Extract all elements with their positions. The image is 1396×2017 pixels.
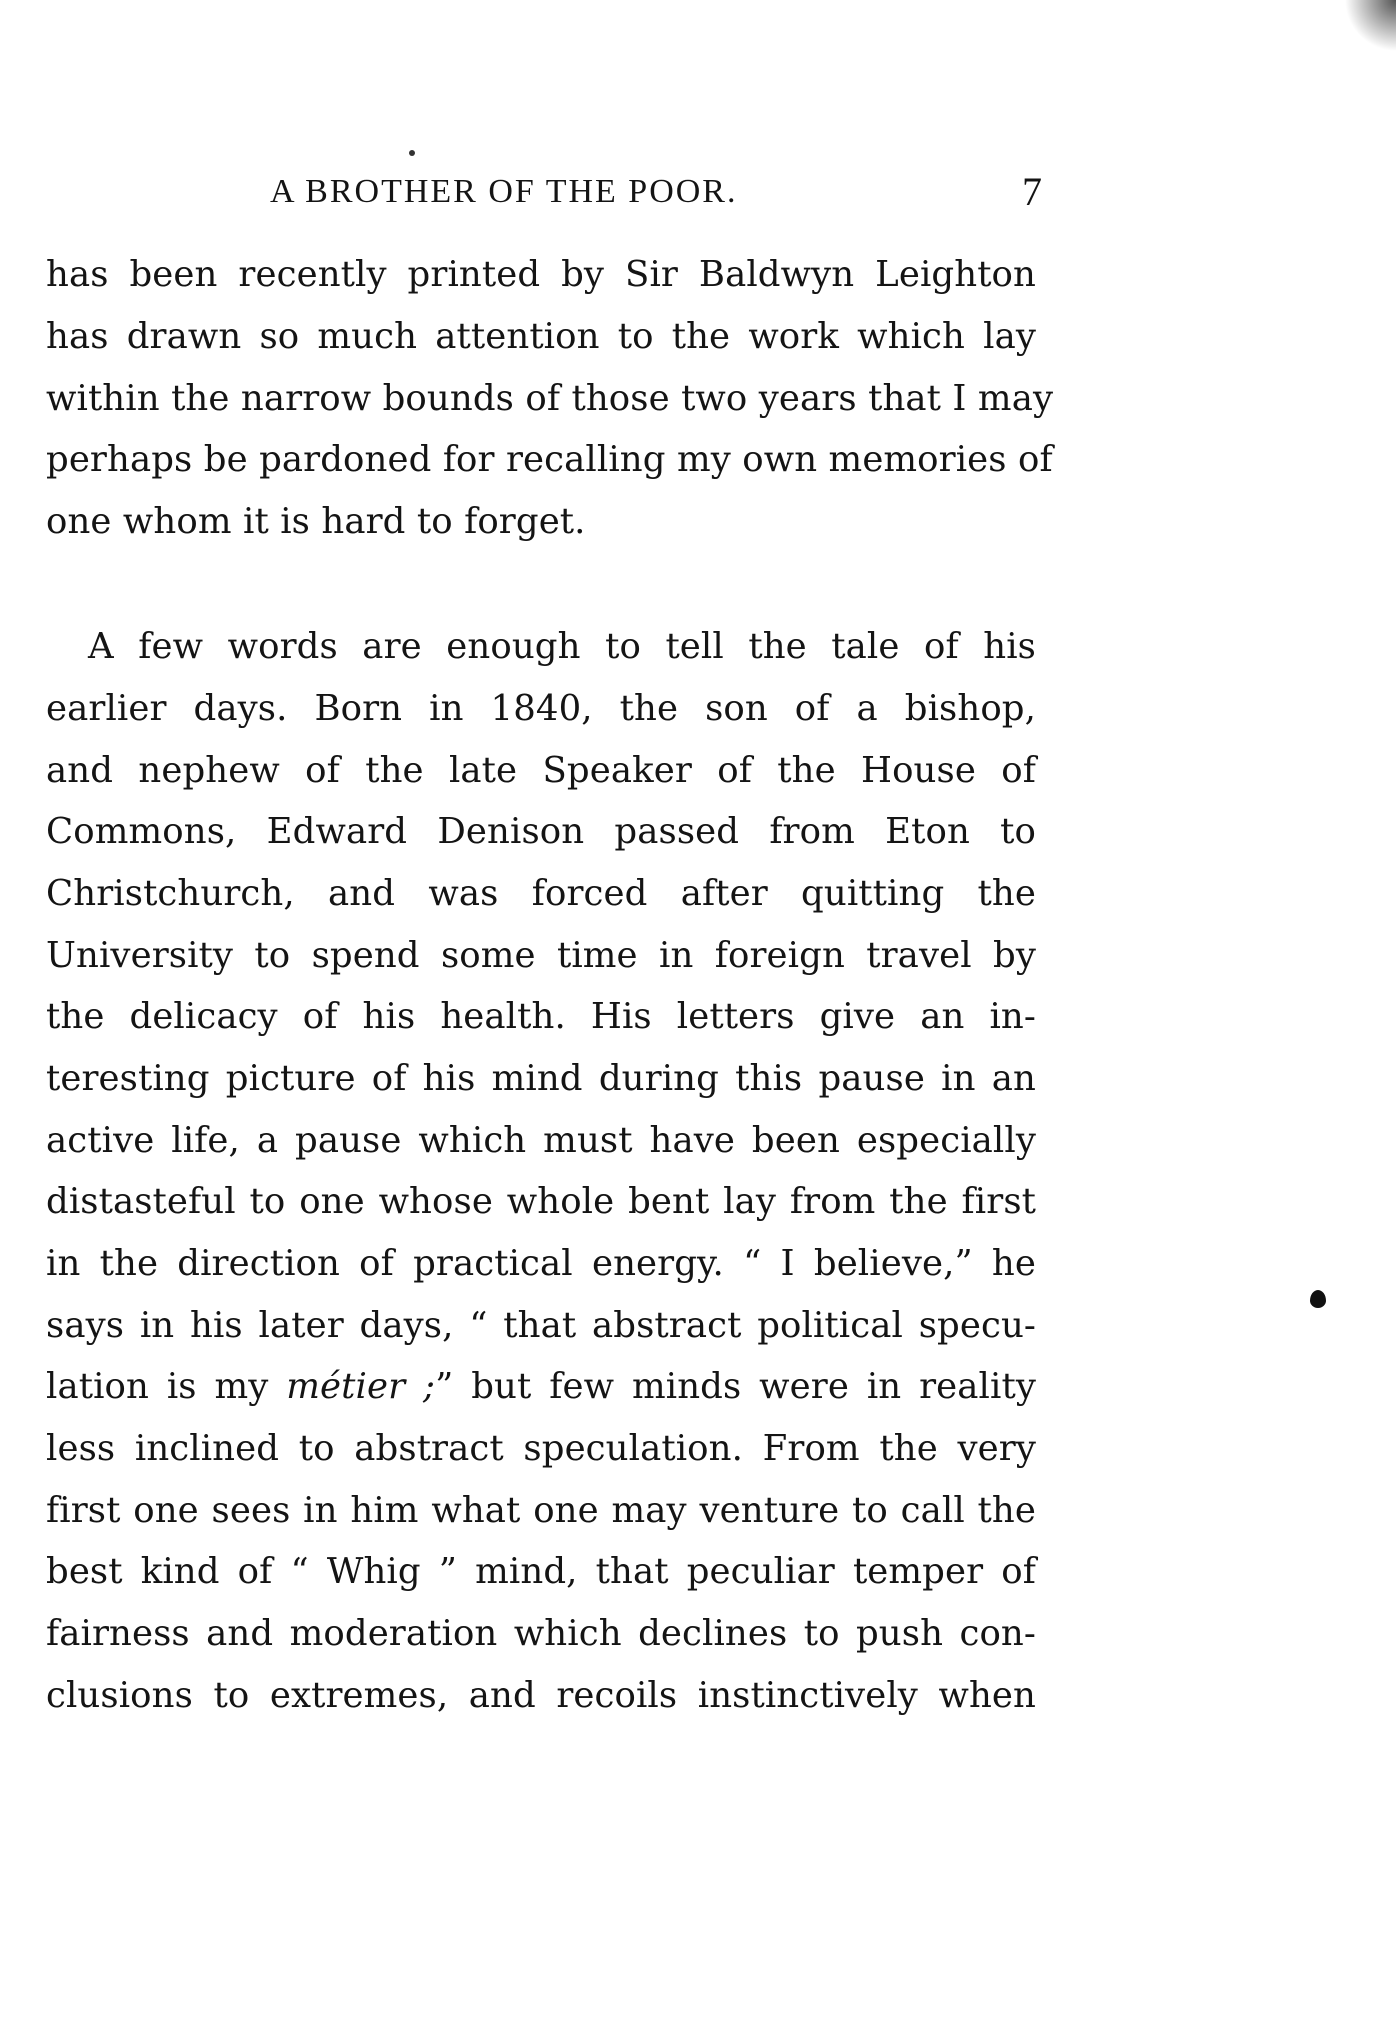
text-line: Commons, Edward Denison passed from Eton to xyxy=(46,811,1036,852)
italic-word: métier ; xyxy=(286,1366,436,1407)
page-number: 7 xyxy=(1022,169,1042,214)
text-line: one whom it is hard to forget. xyxy=(46,501,586,542)
text-line: has been recently printed by Sir Baldwyn Leighton xyxy=(46,254,1036,295)
text-run: lation is my xyxy=(46,1366,287,1407)
text-line: earlier days. Born in 1840, the son of a bishop, xyxy=(46,688,1036,729)
ink-blot xyxy=(1310,1290,1326,1308)
text-line: A few words are enough to tell the tale of his xyxy=(88,626,1036,667)
ink-speck xyxy=(409,150,415,156)
text-line: has drawn so much attention to the work which lay xyxy=(46,316,1036,357)
text-line: University to spend some time in foreign travel by xyxy=(46,935,1036,976)
text-line: best kind of “ Whig ” mind, that peculiar temper of xyxy=(46,1551,1036,1592)
text-line: within the narrow bounds of those two years that I may xyxy=(46,378,1054,419)
text-run: ” but few minds were in reality xyxy=(435,1366,1036,1407)
text-line: teresting picture of his mind during this pause in an xyxy=(46,1058,1036,1099)
text-line: in the direction of practical energy. “ I believe,” he xyxy=(46,1243,1036,1284)
text-line: distasteful to one whose whole bent lay from the first xyxy=(46,1181,1036,1222)
corner-stain xyxy=(1336,0,1396,60)
running-head xyxy=(262,169,1042,214)
text-line: fairness and moderation which declines to push con- xyxy=(46,1613,1036,1654)
text-line: first one sees in him what one may venture to call the xyxy=(46,1490,1036,1531)
text-line: perhaps be pardoned for recalling my own memories of xyxy=(46,439,1053,480)
text-line: clusions to extremes, and recoils instinctively when xyxy=(46,1675,1036,1716)
text-line: less inclined to abstract speculation. From the very xyxy=(46,1428,1036,1469)
text-line: says in his later days, “ that abstract political specu- xyxy=(46,1305,1036,1346)
text-line xyxy=(46,1356,1036,1418)
text-line: active life, a pause which must have been especially xyxy=(46,1120,1036,1161)
text-line: and nephew of the late Speaker of the House of xyxy=(46,750,1036,791)
running-title: A BROTHER OF THE POOR. xyxy=(270,173,738,210)
text-line: the delicacy of his health. His letters give an in- xyxy=(46,996,1036,1037)
text-line: Christchurch, and was forced after quitting the xyxy=(46,873,1036,914)
